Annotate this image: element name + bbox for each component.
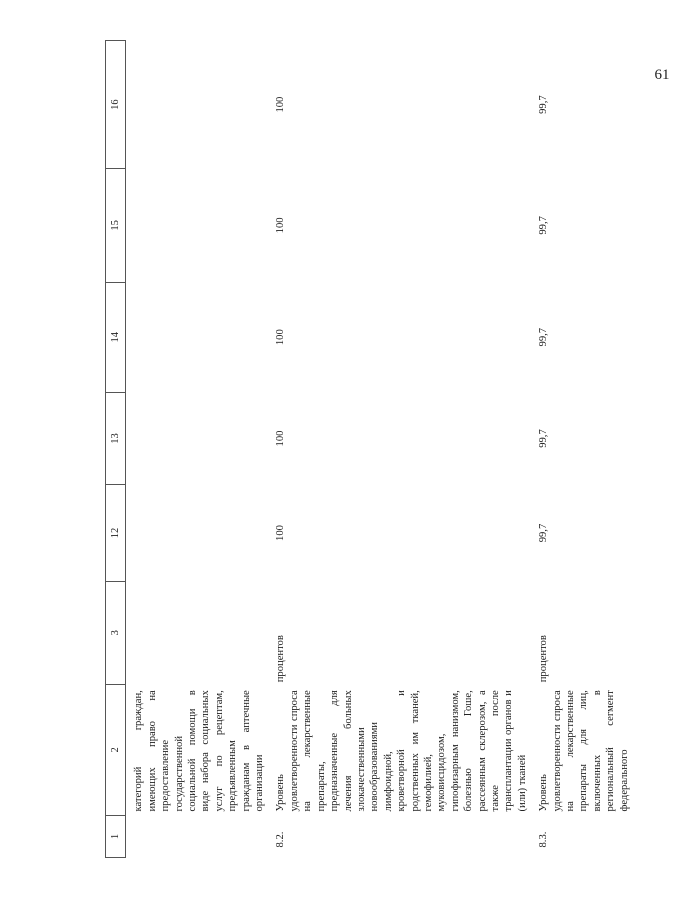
value-col-15: 100 <box>275 217 287 234</box>
value-col-13 <box>126 392 269 484</box>
value-col-14: 99,7 <box>538 327 550 347</box>
value-col-12: 99,7 <box>538 523 550 543</box>
indicator-name: категорий граждан, имеющих право на предоставление государственной социальной помощи в виде набора социальных услуг по рецептам, предъявленным гражданам в аптечные организации <box>133 690 266 812</box>
value-col-16 <box>126 41 269 169</box>
header-col-16: 16 <box>106 41 126 169</box>
indicators-table <box>105 40 633 858</box>
table-row <box>531 41 633 858</box>
unit-cell <box>126 581 269 684</box>
header-col-1: 1 <box>106 816 126 858</box>
value-col-15: 99,7 <box>538 216 550 235</box>
value-col-16: 99,7 <box>538 95 550 114</box>
table-header-row <box>106 41 126 858</box>
header-col-2: 2 <box>106 684 126 815</box>
row-number: 8.3. <box>538 831 550 848</box>
header-col-15: 15 <box>106 169 126 282</box>
unit-cell: процентов <box>538 635 550 683</box>
value-col-16: 100 <box>275 96 287 113</box>
table-row <box>268 41 531 858</box>
value-col-12: 100 <box>275 525 287 541</box>
indicator-name: Уровень удовлетворенности спроса на лекарственные препараты для лиц, включенных в региональный сегмент федерального <box>538 690 630 812</box>
header-col-14: 14 <box>106 282 126 392</box>
value-col-14 <box>126 282 269 392</box>
header-col-3: 3 <box>106 581 126 684</box>
value-col-12 <box>126 485 269 582</box>
value-col-14: 100 <box>275 329 287 346</box>
row-number <box>126 816 269 858</box>
unit-cell: процентов <box>275 635 287 683</box>
rotated-table-sheet <box>105 40 630 858</box>
header-col-13: 13 <box>106 392 126 484</box>
value-col-15 <box>126 169 269 282</box>
value-col-13: 100 <box>275 430 287 447</box>
header-col-12: 12 <box>106 485 126 582</box>
row-number: 8.2. <box>275 831 287 848</box>
indicator-name: Уровень удовлетворенности спроса на лекарственные препараты, предназначенные для лечения больных злокачественными новообразованиями лимфоидной, кроветворной и родственных им тканей, гемофилией, муковисцидозом, гипофизарным нанизмом, болезнью Гоше, рассеянным склерозом, а также после трансплантации органов и (или) тканей <box>275 690 528 812</box>
page-number: 61 <box>654 67 670 83</box>
value-col-13: 99,7 <box>538 429 550 448</box>
table-row <box>126 41 269 858</box>
